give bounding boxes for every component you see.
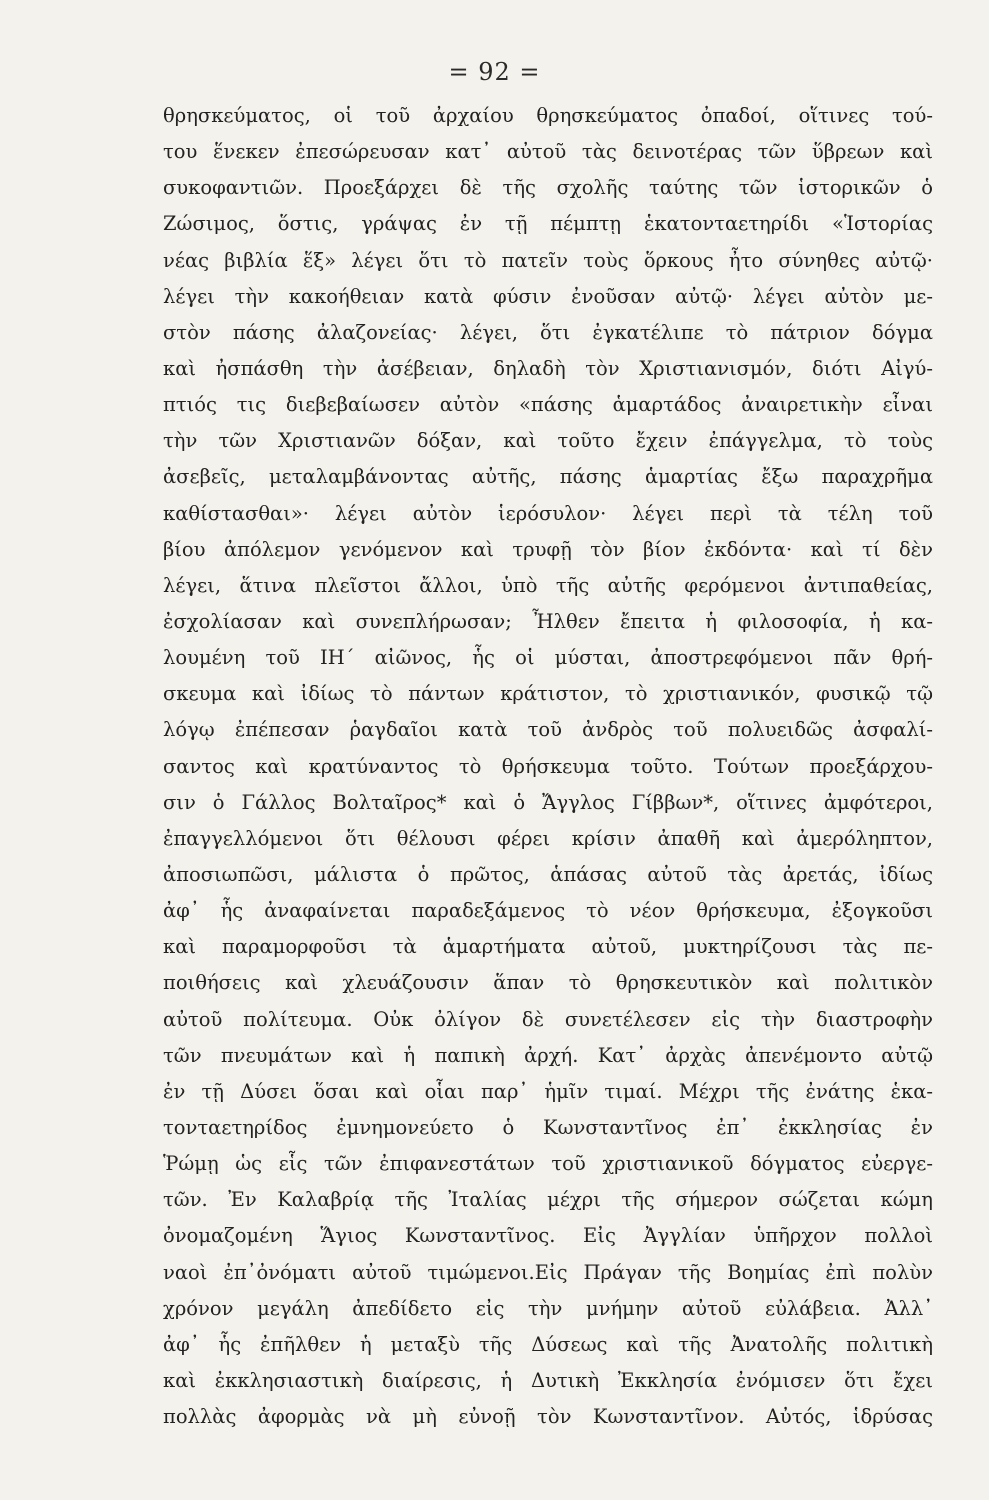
body-text (163, 98, 933, 1471)
text-line: θρησκεύματος, οἱ τοῦ ἀρχαίου θρησκεύματος ὀπαδοί, οἵτινες τού- (163, 104, 933, 127)
text-line: λόγῳ ἐπέπεσαν ῥαγδαῖοι κατὰ τοῦ ἀνδρὸς τοῦ πολυειδῶς ἀσφαλί- (163, 718, 933, 742)
text-line: πτιός τις διεβεβαίωσεν αὐτὸν «πάσης ἁμαρτάδος ἀναιρετικὴν εἶναι (163, 393, 933, 417)
text-line: καὶ παραμορφοῦσι τὰ ἁμαρτήματα αὐτοῦ, μυκτηρίζουσι τὰς πε- (163, 935, 933, 959)
text-line: ἐσχολίασαν καὶ συνεπλήρωσαν; Ἦλθεν ἔπειτα ἡ φιλοσοφία, ἡ κα- (163, 609, 933, 633)
text-line: λέγει, ἅτινα πλεῖστοι ἄλλοι, ὑπὸ τῆς αὐτῆς φερόμενοι ἀντιπαθείας, (163, 573, 933, 597)
text-line: χρόνον μεγάλη ἀπεδίδετο εἰς τὴν μνήμην αὐτοῦ εὐλάβεια. Ἀλλ᾽ (163, 1296, 933, 1320)
text-line: λουμένη τοῦ ΙΗ΄ αἰῶνος, ἧς οἱ μύσται, ἀποστρεφόμενοι πᾶν θρή- (163, 646, 933, 670)
text-line: βίου ἀπόλεμον γενόμενον καὶ τρυφῇ τὸν βίον ἐκδόντα· καὶ τί δὲν (163, 537, 933, 561)
text-line: τῶν. Ἐν Καλαβρίᾳ τῆς Ἰταλίας μέχρι τῆς σήμερον σώζεται κώμη (163, 1188, 933, 1212)
text-line: τῶν πνευμάτων καὶ ἡ παπικὴ ἀρχή. Κατ᾽ ἀρχὰς ἀπενέμοντο αὐτῷ (163, 1043, 933, 1067)
text-line: Ζώσιμος, ὅστις, γράψας ἐν τῇ πέμπτῃ ἑκατονταετηρίδι «Ἱστορίας (163, 212, 933, 236)
text-line: τὴν τῶν Χριστιανῶν δόξαν, καὶ τοῦτο ἔχειν ἐπάγγελμα, τὸ τοὺς (163, 429, 933, 453)
text-line: σκευμα καὶ ἰδίως τὸ πάντων κράτιστον, τὸ χριστιανικόν, φυσικῷ τῷ (163, 682, 933, 706)
text-line: ποιθήσεις καὶ χλευάζουσιν ἅπαν τὸ θρησκευτικὸν καὶ πολιτικὸν (163, 971, 933, 995)
text-line: Ῥώμῃ ὡς εἷς τῶν ἐπιφανεστάτων τοῦ χριστιανικοῦ δόγματος εὐεργε- (163, 1152, 933, 1176)
text-line: τονταετηρίδος ἐμνημονεύετο ὁ Κωνσταντῖνος ἐπ᾽ ἐκκλησίας ἐν (163, 1115, 933, 1139)
text-line: πολλὰς ἀφορμὰς νὰ μὴ εὐνοῇ τὸν Κωνσταντῖνον. Αὐτός, ἱδρύσας (163, 1405, 933, 1429)
text-line: σιν ὁ Γάλλος Βολταῖρος* καὶ ὁ Ἄγγλος Γίββων*, οἵτινες ἀμφότεροι, (163, 790, 933, 814)
text-line: ὀνομαζομένη Ἅγιος Κωνσταντῖνος. Εἰς Ἀγγλίαν ὑπῆρχον πολλοὶ (163, 1224, 933, 1248)
text-line: ἀποσιωπῶσι, μάλιστα ὁ πρῶτος, ἁπάσας αὐτοῦ τὰς ἀρετάς, ἰδίως (163, 862, 933, 886)
page-number: = 92 = (448, 58, 541, 86)
text-line: καὶ ἐκκλησιαστικὴ διαίρεσις, ἡ Δυτικὴ Ἐκκλησία ἐνόμισεν ὅτι ἔχει (163, 1368, 933, 1392)
text-line: καὶ ἠσπάσθη τὴν ἀσέβειαν, δηλαδὴ τὸν Χριστιανισμόν, διότι Αἰγύ- (163, 356, 933, 380)
text-line: νέας βιβλία ἕξ» λέγει ὅτι τὸ πατεῖν τοὺς ὅρκους ἦτο σύνηθες αὐτῷ· (163, 248, 933, 272)
text-line: λέγει τὴν κακοήθειαν κατὰ φύσιν ἐνοῦσαν αὐτῷ· λέγει αὐτὸν με- (163, 284, 933, 308)
text-line: ἀφ᾽ ἧς ἀναφαίνεται παραδεξάμενος τὸ νέον θρήσκευμα, ἐξογκοῦσι (163, 899, 933, 923)
text-line (163, 1435, 933, 1471)
text-line: συκοφαντιῶν. Προεξάρχει δὲ τῆς σχολῆς ταύτης τῶν ἱστορικῶν ὁ (163, 176, 933, 200)
text-line: στὸν πάσης ἀλαζονείας· λέγει, ὅτι ἐγκατέλιπε τὸ πάτριον δόγμα (163, 320, 933, 344)
text-line: ἐπαγγελλόμενοι ὅτι θέλουσι φέρει κρίσιν ἀπαθῆ καὶ ἀμερόληπτον, (163, 826, 933, 850)
text-line: ναοὶ ἐπ᾽ὀνόματι αὐτοῦ τιμώμενοι.Εἰς Πράγαν τῆς Βοημίας ἐπὶ πολὺν (163, 1260, 933, 1284)
text-line: ἐν τῇ Δύσει ὅσαι καὶ οἷαι παρ᾽ ἡμῖν τιμαί. Μέχρι τῆς ἐνάτης ἑκα- (163, 1079, 933, 1103)
text-line: αὐτοῦ πολίτευμα. Οὐκ ὀλίγον δὲ συνετέλεσεν εἰς τὴν διαστροφὴν (163, 1007, 933, 1031)
text-line: του ἕνεκεν ἐπεσώρευσαν κατ᾽ αὐτοῦ τὰς δεινοτέρας τῶν ὕβρεων καὶ (163, 140, 933, 164)
text-line: ἀφ᾽ ἧς ἐπῆλθεν ἡ μεταξὺ τῆς Δύσεως καὶ τῆς Ἀνατολῆς πολιτικὴ (163, 1332, 933, 1356)
text-line: καθίστασθαι»· λέγει αὐτὸν ἱερόσυλον· λέγει περὶ τὰ τέλη τοῦ (163, 501, 933, 525)
text-line: ἀσεβεῖς, μεταλαμβάνοντας αὐτῆς, πάσης ἁμαρτίας ἔξω παραχρῆμα (163, 465, 933, 489)
text-line: σαντος καὶ κρατύναντος τὸ θρήσκευμα τοῦτο. Τούτων προεξάρχου- (163, 754, 933, 778)
